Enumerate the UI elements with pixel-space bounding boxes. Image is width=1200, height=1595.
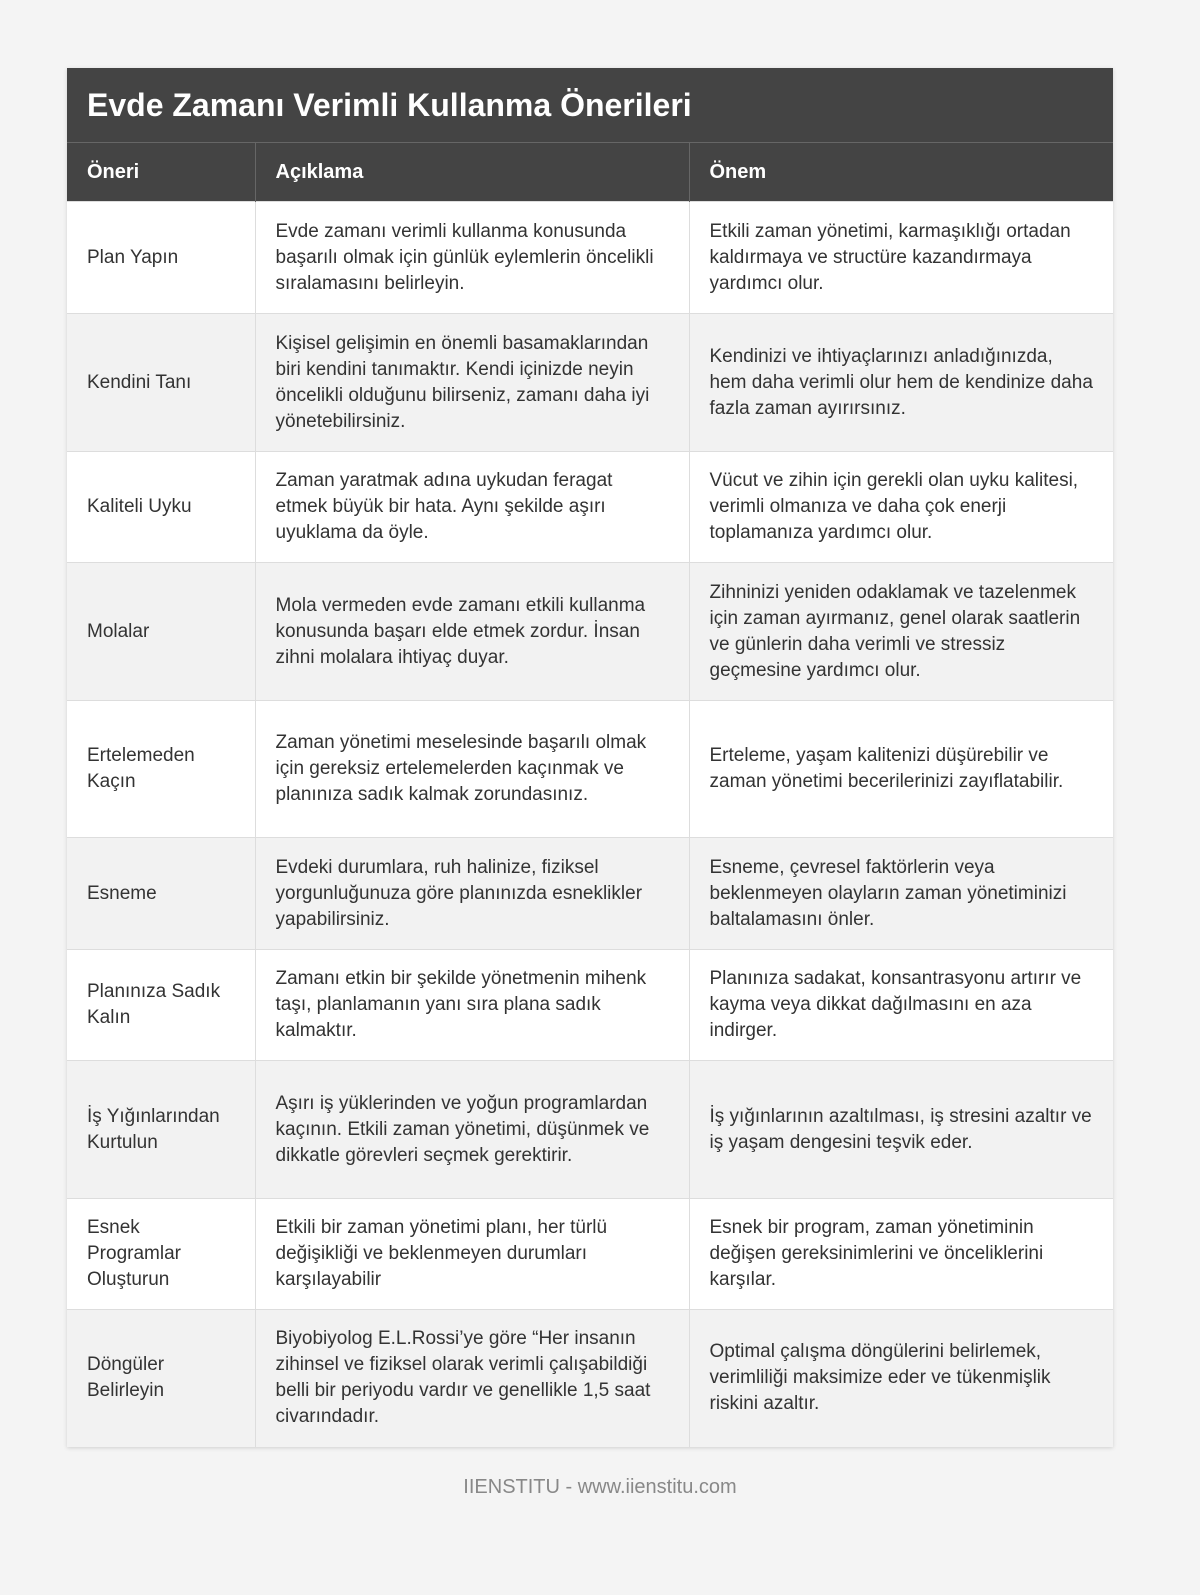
table-row <box>67 950 1113 1061</box>
cell-onem: Vücut ve zihin için gerekli olan uyku kalitesi, verimli olmanıza ve daha çok enerji toplamanıza yardımcı olur. <box>689 452 1113 563</box>
cell-aciklama: Aşırı iş yüklerinden ve yoğun programlardan kaçının. Etkili zaman yönetimi, düşünmek ve dikkatle görevleri seçmek gerektirir. <box>255 1061 689 1199</box>
header-aciklama: Açıklama <box>255 143 689 202</box>
table-row <box>67 314 1113 452</box>
header-row <box>67 143 1113 202</box>
table-row <box>67 701 1113 838</box>
cell-aciklama: Biyobiyolog E.L.Rossi’ye göre “Her insanın zihinsel ve fiziksel olarak verimli çalışabildiği belli bir periyodu vardır ve genellikle 1,5 saat civarındadır. <box>255 1310 689 1447</box>
cell-oneri: Ertelemeden Kaçın <box>67 701 255 838</box>
header-oneri: Öneri <box>67 143 255 202</box>
cell-aciklama: Etkili bir zaman yönetimi planı, her türlü değişikliği ve beklenmeyen durumları karşılayabilir <box>255 1199 689 1310</box>
table-row <box>67 1061 1113 1199</box>
recommendations-table <box>67 142 1113 1447</box>
cell-onem: Esnek bir program, zaman yönetiminin değişen gereksinimlerini ve önceliklerini karşılar. <box>689 1199 1113 1310</box>
cell-onem: Etkili zaman yönetimi, karmaşıklığı ortadan kaldırmaya ve structüre kazandırmaya yardımcı olur. <box>689 202 1113 314</box>
cell-oneri: Molalar <box>67 563 255 701</box>
cell-oneri: Plan Yapın <box>67 202 255 314</box>
table-row <box>67 563 1113 701</box>
cell-aciklama: Zamanı etkin bir şekilde yönetmenin mihenk taşı, planlamanın yanı sıra plana sadık kalmaktır. <box>255 950 689 1061</box>
table-card <box>67 68 1113 1447</box>
cell-onem: Zihninizi yeniden odaklamak ve tazelenmek için zaman ayırmanız, genel olarak saatlerin ve günlerin daha verimli ve stressiz geçmesine yardımcı olur. <box>689 563 1113 701</box>
cell-oneri: Esnek Programlar Oluşturun <box>67 1199 255 1310</box>
table-row <box>67 838 1113 950</box>
cell-oneri: Kaliteli Uyku <box>67 452 255 563</box>
cell-oneri: Kendini Tanı <box>67 314 255 452</box>
table-row <box>67 1310 1113 1447</box>
cell-aciklama: Zaman yönetimi meselesinde başarılı olmak için gereksiz ertelemelerden kaçınmak ve planınıza sadık kalmak zorundasınız. <box>255 701 689 838</box>
cell-aciklama: Zaman yaratmak adına uykudan feragat etmek büyük bir hata. Aynı şekilde aşırı uyuklama da öyle. <box>255 452 689 563</box>
cell-aciklama: Kişisel gelişimin en önemli basamaklarından biri kendini tanımaktır. Kendi içinizde neyin öncelikli olduğunu bilirseniz, zamanı daha iyi yönetebilirsiniz. <box>255 314 689 452</box>
cell-onem: Kendinizi ve ihtiyaçlarınızı anladığınızda, hem daha verimli olur hem de kendinize daha fazla zaman ayırırsınız. <box>689 314 1113 452</box>
header-onem: Önem <box>689 143 1113 202</box>
cell-onem: Esneme, çevresel faktörlerin veya beklenmeyen olayların zaman yönetiminizi baltalamasını önler. <box>689 838 1113 950</box>
cell-onem: Erteleme, yaşam kalitenizi düşürebilir ve zaman yönetimi becerilerinizi zayıflatabilir. <box>689 701 1113 838</box>
cell-oneri: İş Yığınlarından Kurtulun <box>67 1061 255 1199</box>
cell-aciklama: Evde zamanı verimli kullanma konusunda başarılı olmak için günlük eylemlerin öncelikli sıralamasını belirleyin. <box>255 202 689 314</box>
cell-oneri: Döngüler Belirleyin <box>67 1310 255 1447</box>
cell-onem: İş yığınlarının azaltılması, iş stresini azaltır ve iş yaşam dengesini teşvik eder. <box>689 1061 1113 1199</box>
cell-aciklama: Evdeki durumlara, ruh halinize, fiziksel yorgunluğunuza göre planınızda esneklikler yapabilirsiniz. <box>255 838 689 950</box>
cell-aciklama: Mola vermeden evde zamanı etkili kullanma konusunda başarı elde etmek zordur. İnsan zihni molalara ihtiyaç duyar. <box>255 563 689 701</box>
table-row <box>67 1199 1113 1310</box>
footer-credit: IIENSTITU - www.iienstitu.com <box>463 1476 737 1498</box>
table-title: Evde Zamanı Verimli Kullanma Önerileri <box>67 68 1113 142</box>
table-row <box>67 202 1113 314</box>
cell-oneri: Planınıza Sadık Kalın <box>67 950 255 1061</box>
cell-onem: Planınıza sadakat, konsantrasyonu artırır ve kayma veya dikkat dağılmasını en aza indirger. <box>689 950 1113 1061</box>
cell-onem: Optimal çalışma döngülerini belirlemek, verimliliği maksimize eder ve tükenmişlik riskini azaltır. <box>689 1310 1113 1447</box>
table-row <box>67 452 1113 563</box>
cell-oneri: Esneme <box>67 838 255 950</box>
